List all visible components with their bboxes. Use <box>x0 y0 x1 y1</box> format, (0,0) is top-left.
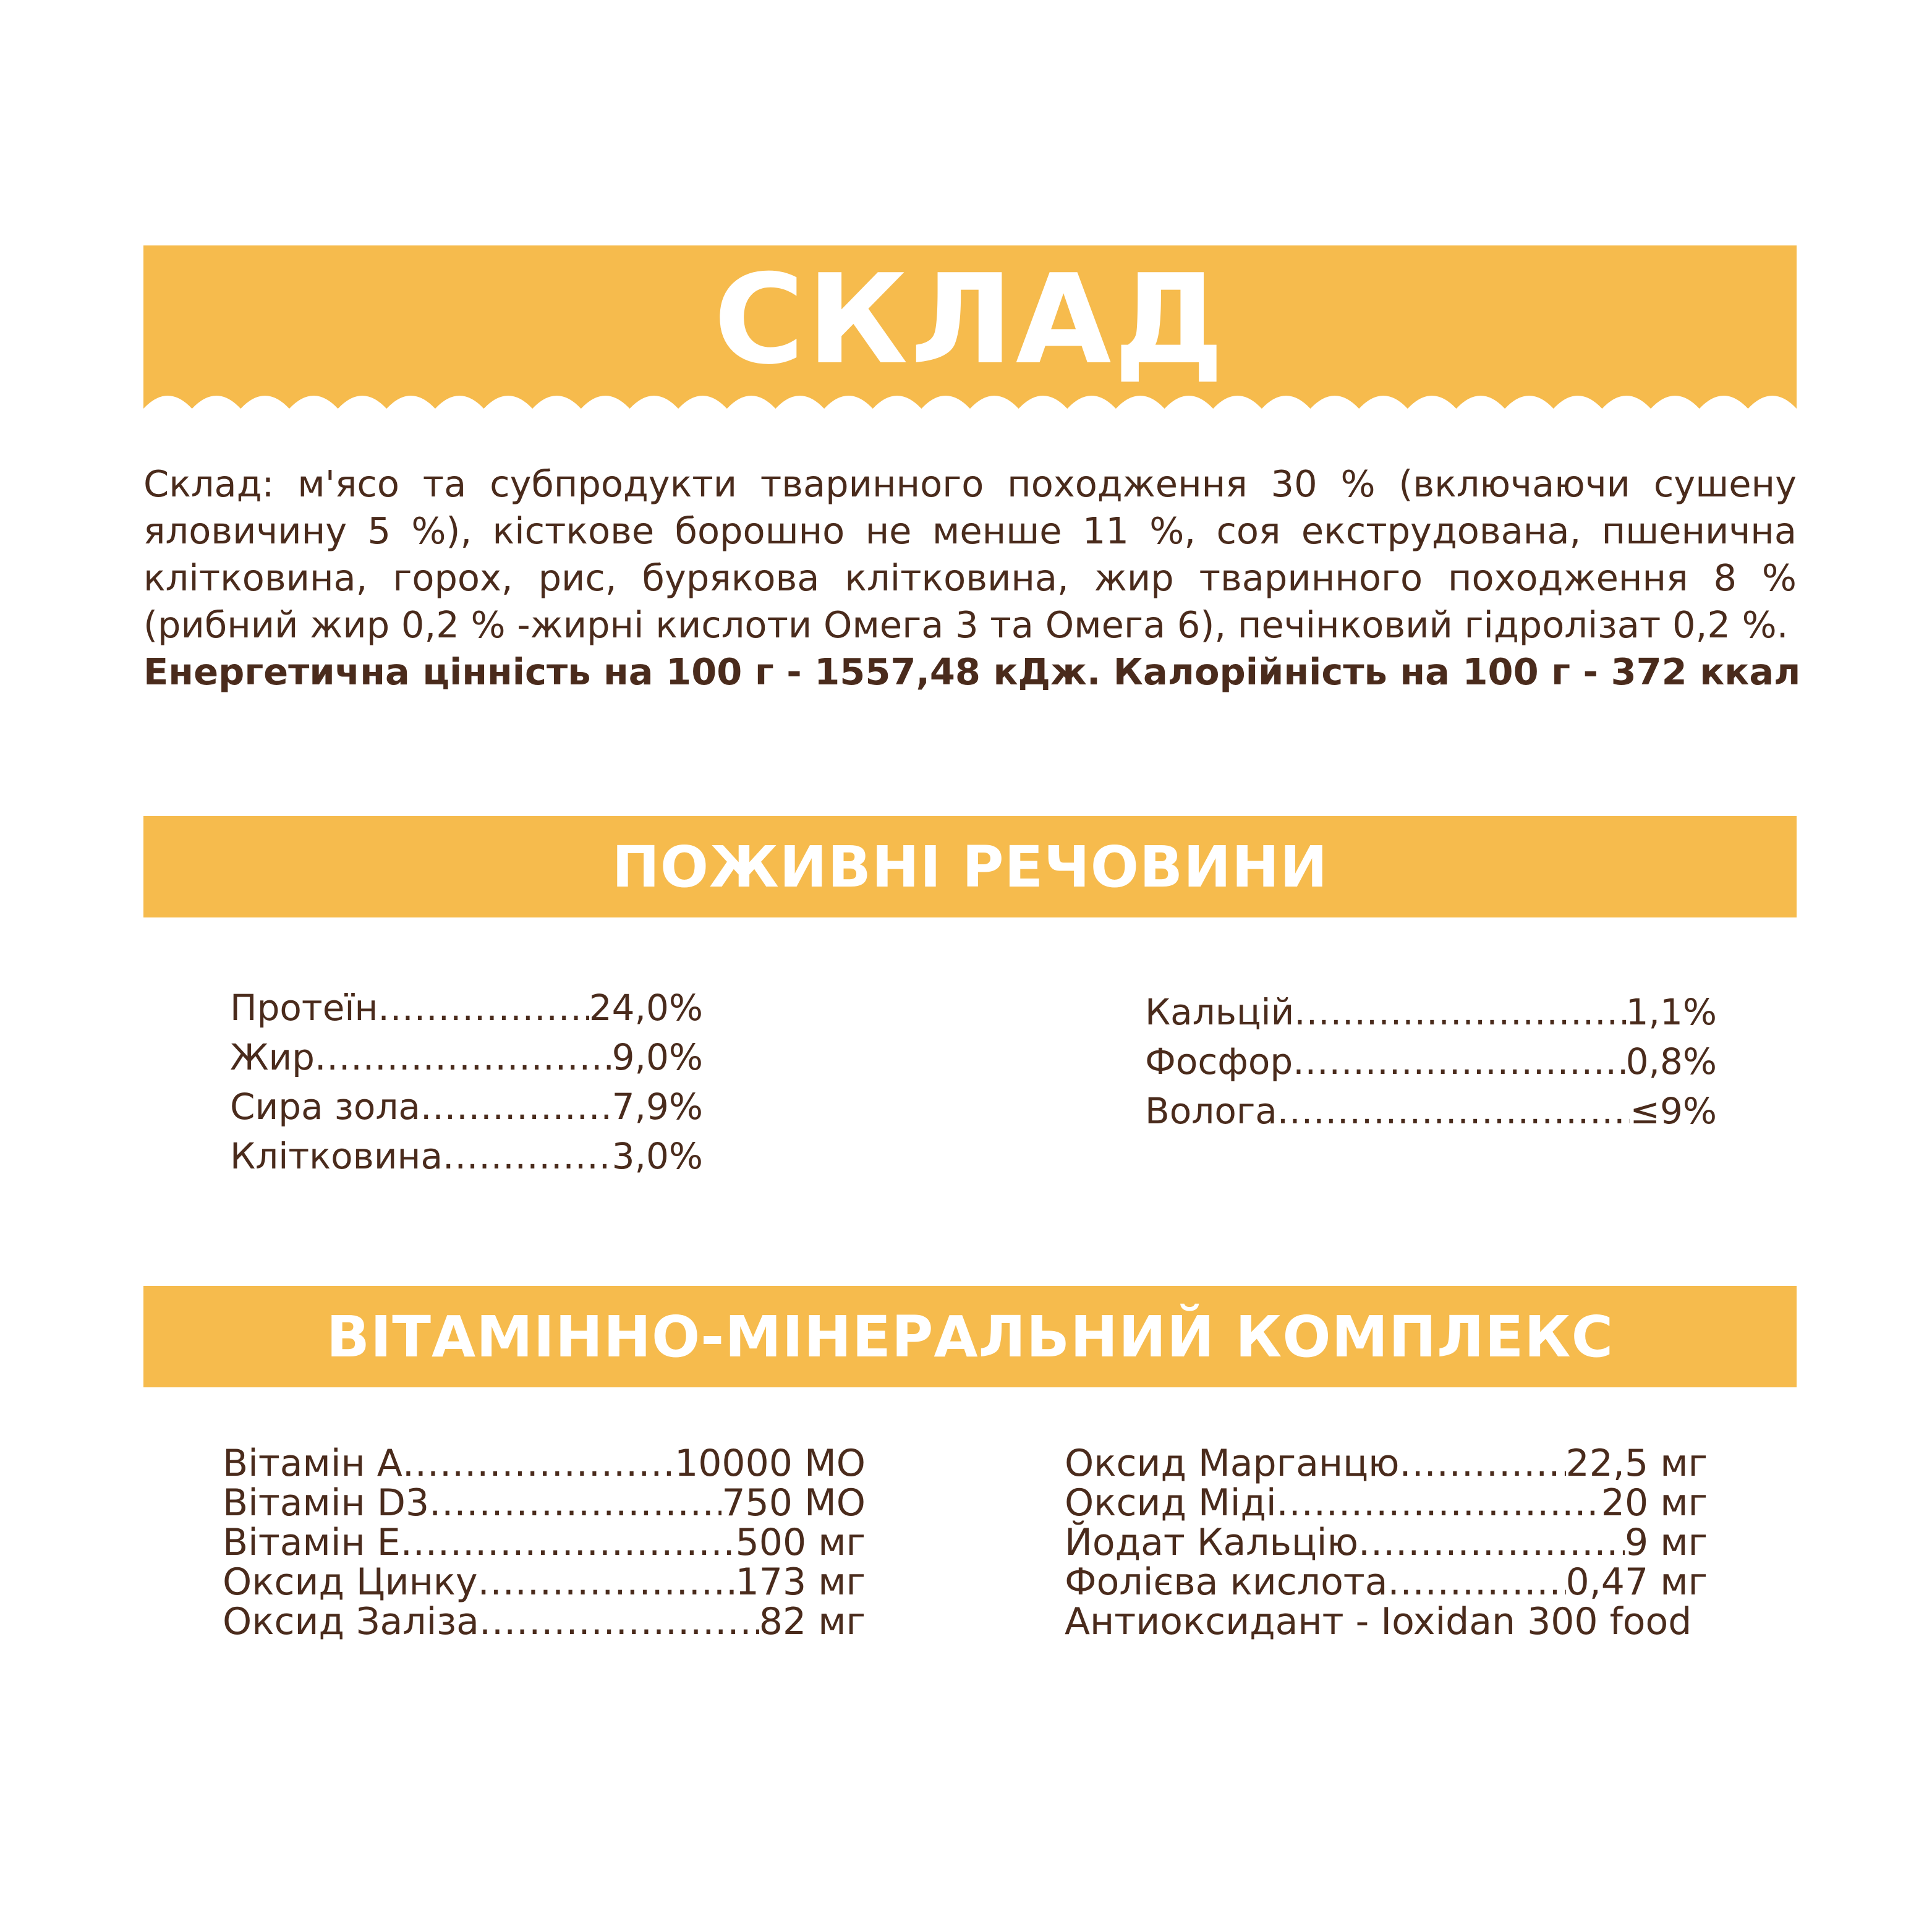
nutrient-row <box>1145 1086 1717 1136</box>
dot-leader <box>401 1523 736 1562</box>
vitamin-value: 9 мг <box>1624 1521 1708 1564</box>
dot-leader <box>420 1082 612 1131</box>
dot-leader <box>1400 1444 1566 1483</box>
vitamin-row <box>1065 1483 1708 1523</box>
dot-leader <box>1293 1037 1625 1086</box>
vitamins-list-left <box>223 1444 866 1641</box>
nutrient-value: 0,8% <box>1625 1040 1717 1083</box>
nutrient-name: Фосфор <box>1145 1040 1293 1083</box>
vitamin-value: 173 мг <box>735 1560 866 1604</box>
dot-leader <box>1277 1086 1630 1136</box>
dot-leader <box>1277 1483 1601 1523</box>
dot-leader <box>402 1444 674 1483</box>
nutrient-value: 24,0% <box>589 987 703 1029</box>
vitamin-name: Вітамін Е <box>223 1521 401 1564</box>
nutrient-row <box>230 1082 703 1131</box>
dot-leader <box>1294 987 1625 1037</box>
nutrient-row <box>230 1032 703 1082</box>
vitamin-name: Вітамін А <box>223 1442 402 1485</box>
composition-banner <box>143 245 1797 412</box>
vitamin-name: Йодат Кальцію <box>1065 1521 1358 1564</box>
vitamin-value: 82 мг <box>759 1600 866 1643</box>
energy-value-text: Енергетична цінність на 100 г - 1557,48 кДж. Калорійність на 100 г - 372 ккал <box>143 650 1801 693</box>
dot-leader <box>479 1602 759 1641</box>
vitamin-value: 500 мг <box>735 1521 866 1564</box>
antioxidant-text: Антиоксидант - Ioxidan 300 food <box>1065 1600 1692 1643</box>
nutrient-name: Жир <box>230 1036 315 1078</box>
dot-leader <box>378 983 589 1032</box>
nutrient-name: Клітковина <box>230 1135 443 1177</box>
vitamin-row <box>223 1444 866 1483</box>
composition-text: Склад: м'ясо та субпродукти тваринного походження 30 % (включаючи сушену яловичину 5 %), кісткове борошно не менше 11 %, соя екструдована, пшенична клітковина, горох, рис, бурякова клітковина, жир тваринного походження 8 % (рибний жир 0,2 % -жирні кислоти Омега 3 та Омега 6), печінковий гідролізат 0,2 %. <box>143 462 1797 646</box>
vitamins-list-right <box>1065 1444 1708 1641</box>
vitamin-value: 0,47 мг <box>1565 1560 1708 1604</box>
nutrient-name: Сира зола <box>230 1086 420 1128</box>
vitamin-value: 22,5 мг <box>1565 1442 1708 1485</box>
antioxidant-row <box>1065 1602 1708 1641</box>
nutrient-value: 7,9% <box>611 1086 703 1128</box>
vitamins-banner <box>143 1286 1797 1387</box>
nutrient-name: Протеїн <box>230 987 378 1029</box>
vitamin-value: 10000 МО <box>674 1442 866 1485</box>
nutrients-list-right <box>1145 987 1717 1136</box>
vitamin-row <box>223 1602 866 1641</box>
composition-text-block <box>143 461 1801 696</box>
nutrients-banner <box>143 816 1797 917</box>
vitamin-name: Оксид Цинку <box>223 1560 478 1604</box>
nutrient-value: ≤9% <box>1630 1090 1717 1132</box>
nutrient-value: 9,0% <box>611 1036 703 1078</box>
nutrient-value: 1,1% <box>1625 991 1717 1033</box>
nutrient-row <box>230 1131 703 1181</box>
vitamin-row <box>1065 1562 1708 1602</box>
vitamin-row <box>223 1483 866 1523</box>
vitamin-name: Вітамін D3 <box>223 1481 430 1525</box>
vitamin-name: Оксид Марганцю <box>1065 1442 1400 1485</box>
vitamin-value: 750 МО <box>721 1481 866 1525</box>
nutrient-row <box>230 983 703 1032</box>
dot-leader <box>443 1131 612 1181</box>
dot-leader <box>478 1562 736 1602</box>
vitamin-name: Оксид Міді <box>1065 1481 1277 1525</box>
nutrient-row <box>1145 1037 1717 1086</box>
vitamin-name: Оксид Заліза <box>223 1600 479 1643</box>
nutrient-value: 3,0% <box>611 1135 703 1177</box>
vitamin-value: 20 мг <box>1601 1481 1708 1525</box>
vitamin-row <box>223 1523 866 1562</box>
dot-leader <box>1358 1523 1625 1562</box>
composition-title: СКЛАД <box>713 248 1227 392</box>
vitamin-name: Фолієва кислота <box>1065 1560 1388 1604</box>
nutrients-title: ПОЖИВНІ РЕЧОВИНИ <box>611 833 1329 900</box>
vitamin-row <box>1065 1444 1708 1483</box>
dot-leader <box>315 1032 612 1082</box>
vitamin-row <box>1065 1523 1708 1562</box>
nutrient-name: Волога <box>1145 1090 1277 1132</box>
vitamins-title: ВІТАМІННО-МІНЕРАЛЬНИЙ КОМПЛЕКС <box>326 1303 1614 1370</box>
dot-leader <box>429 1483 721 1523</box>
dot-leader <box>1388 1562 1566 1602</box>
nutrient-row <box>1145 987 1717 1037</box>
vitamin-row <box>223 1562 866 1602</box>
nutrients-list-left <box>230 983 703 1181</box>
nutrient-name: Кальцій <box>1145 991 1295 1033</box>
